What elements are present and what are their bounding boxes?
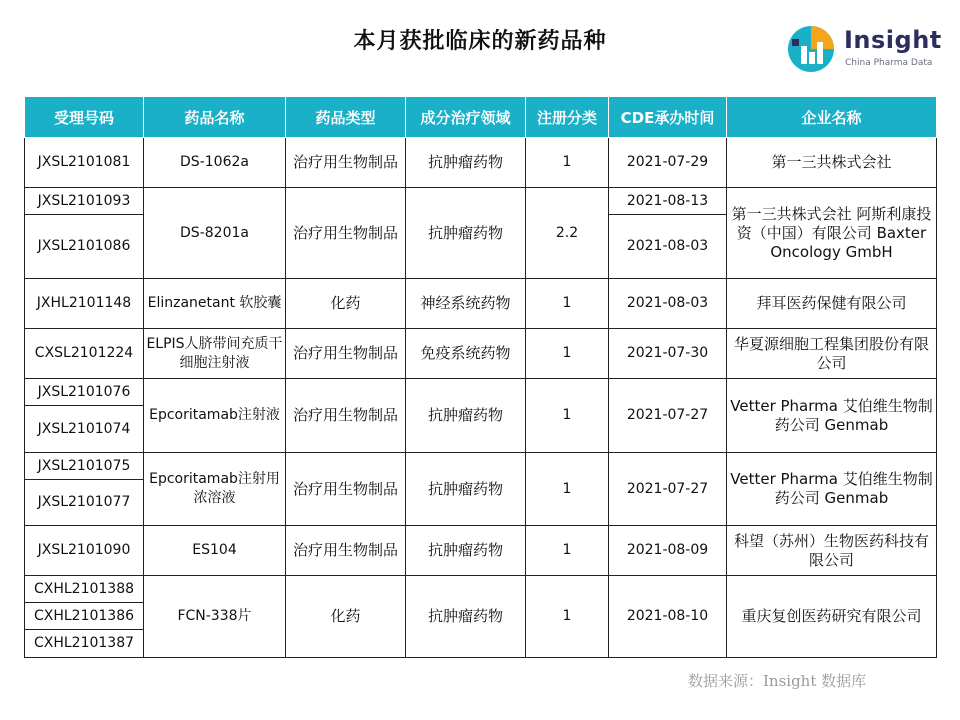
cell-type: 治疗用生物制品 [286,188,406,279]
table-row [25,329,937,379]
col-header-name: 药品名称 [144,97,286,138]
cell-field: 抗肿瘤药物 [406,576,526,658]
cell-id: JXSL2101075 [25,453,144,480]
cell-id: CXHL2101388 [25,576,144,603]
cell-id: CXHL2101387 [25,630,144,658]
table-row [25,576,937,603]
cell-name: Epcoritamab注射用浓溶液 [144,453,286,526]
cell-name: DS-1062a [144,138,286,188]
insight-logo [784,20,944,76]
data-source-note: 数据来源：Insight 数据库 [688,672,867,690]
cell-name: ES104 [144,526,286,576]
table-row [25,526,937,576]
cell-id: JXSL2101090 [25,526,144,576]
cell-class: 1 [526,576,609,658]
cell-class: 1 [526,138,609,188]
cell-field: 抗肿瘤药物 [406,379,526,453]
cell-id: JXHL2101148 [25,279,144,329]
cell-company: Vetter Pharma 艾伯维生物制药公司 Genmab [727,453,937,526]
table-row [25,279,937,329]
cell-id: JXSL2101086 [25,215,144,279]
cell-id: JXSL2101093 [25,188,144,215]
col-header-field: 成分治疗领域 [406,97,526,138]
cell-field: 抗肿瘤药物 [406,526,526,576]
logo-subtitle: China Pharma Data [845,58,933,68]
col-header-company: 企业名称 [727,97,937,138]
cell-type: 治疗用生物制品 [286,138,406,188]
cell-class: 2.2 [526,188,609,279]
cell-company: 华夏源细胞工程集团股份有限公司 [727,329,937,379]
cell-date: 2021-07-29 [609,138,727,188]
page-title: 本月获批临床的新药品种 [353,29,607,54]
cell-name: Epcoritamab注射液 [144,379,286,453]
cell-date: 2021-07-27 [609,453,727,526]
cell-id: CXHL2101386 [25,603,144,630]
cell-field: 免疫系统药物 [406,329,526,379]
new-drug-table [24,96,937,658]
cell-date: 2021-07-30 [609,329,727,379]
cell-type: 治疗用生物制品 [286,453,406,526]
cell-name: ELPIS人脐带间充质干细胞注射液 [144,329,286,379]
cell-type: 化药 [286,576,406,658]
cell-date: 2021-08-13 [609,188,727,215]
insight-logo-icon [784,22,836,74]
cell-field: 抗肿瘤药物 [406,138,526,188]
col-header-id: 受理号码 [25,97,144,138]
cell-company: 拜耳医药保健有限公司 [727,279,937,329]
table-row [25,379,937,406]
table-row [25,188,937,215]
cell-field: 抗肿瘤药物 [406,453,526,526]
cell-name: DS-8201a [144,188,286,279]
cell-company: Vetter Pharma 艾伯维生物制药公司 Genmab [727,379,937,453]
cell-class: 1 [526,453,609,526]
cell-id: JXSL2101074 [25,406,144,453]
cell-date: 2021-07-27 [609,379,727,453]
table-row [25,453,937,480]
cell-company: 第一三共株式会社 阿斯利康投资（中国）有限公司 Baxter Oncology GmbH [727,188,937,279]
cell-name: FCN-338片 [144,576,286,658]
cell-class: 1 [526,279,609,329]
col-header-date: CDE承办时间 [609,97,727,138]
table-header-row [25,97,937,138]
cell-date: 2021-08-09 [609,526,727,576]
cell-date: 2021-08-03 [609,215,727,279]
cell-name: Elinzanetant 软胶囊 [144,279,286,329]
cell-id: JXSL2101081 [25,138,144,188]
cell-field: 抗肿瘤药物 [406,188,526,279]
cell-field: 神经系统药物 [406,279,526,329]
col-header-class: 注册分类 [526,97,609,138]
cell-class: 1 [526,329,609,379]
cell-id: JXSL2101076 [25,379,144,406]
cell-type: 治疗用生物制品 [286,329,406,379]
cell-company: 重庆复创医药研究有限公司 [727,576,937,658]
cell-id: JXSL2101077 [25,480,144,526]
cell-class: 1 [526,526,609,576]
cell-date: 2021-08-10 [609,576,727,658]
cell-type: 化药 [286,279,406,329]
cell-id: CXSL2101224 [25,329,144,379]
cell-type: 治疗用生物制品 [286,379,406,453]
table-row [25,138,937,188]
logo-name: Insight [844,26,942,54]
cell-type: 治疗用生物制品 [286,526,406,576]
cell-company: 第一三共株式会社 [727,138,937,188]
cell-date: 2021-08-03 [609,279,727,329]
cell-class: 1 [526,379,609,453]
cell-company: 科望（苏州）生物医药科技有限公司 [727,526,937,576]
col-header-type: 药品类型 [286,97,406,138]
